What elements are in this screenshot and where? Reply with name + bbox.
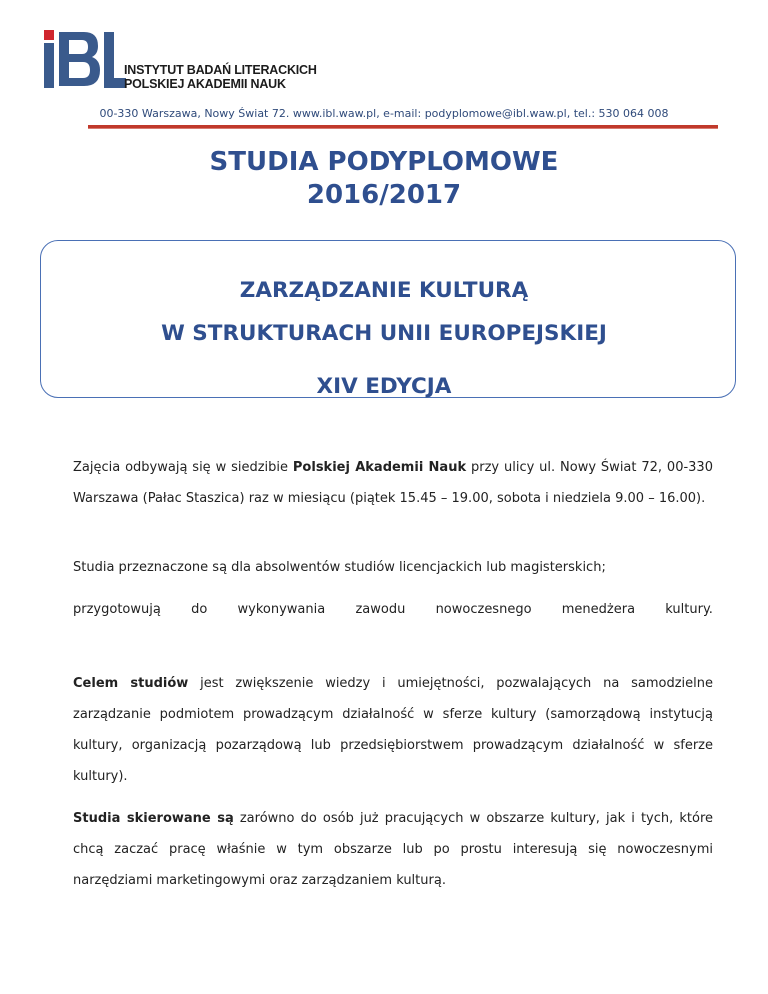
paragraph-goal bbox=[73, 668, 713, 792]
title-line-1: STUDIA PODYPLOMOWE bbox=[209, 147, 559, 177]
p1-bold: Polskiej Akademii Nauk bbox=[292, 460, 467, 475]
paragraph-location bbox=[73, 452, 713, 514]
p3-word: nowoczesnego bbox=[435, 602, 532, 617]
p3-word: przygotowują bbox=[73, 602, 161, 617]
edition-label: XIV EDYCJA bbox=[316, 374, 452, 399]
p3-word: kultury. bbox=[665, 602, 713, 617]
institute-line-2: POLSKIEJ AKADEMII NAUK bbox=[124, 77, 286, 91]
institute-name bbox=[124, 63, 317, 91]
p3-word: menedżera bbox=[561, 602, 636, 617]
paragraph-target bbox=[73, 803, 713, 896]
p3-word: zawodu bbox=[355, 602, 406, 617]
p5-bold: Studia skierowane są bbox=[73, 811, 234, 826]
paragraph-purpose bbox=[73, 594, 713, 625]
ibl-logo bbox=[40, 26, 330, 96]
program-name-line-2: W STRUKTURACH UNII EUROPEJSKIEJ bbox=[161, 321, 607, 346]
institute-line-1: INSTYTUT BADAŃ LITERACKICH bbox=[124, 63, 317, 77]
page-title bbox=[0, 146, 768, 212]
ibl-logo-mark bbox=[40, 26, 130, 96]
p3-word: wykonywania bbox=[237, 602, 326, 617]
paragraph-audience: Studia przeznaczone są dla absolwentów studiów licencjackich lub magisterskich; bbox=[73, 560, 606, 575]
program-name-line-1: ZARZĄDZANIE KULTURĄ bbox=[239, 278, 529, 303]
title-line-2: 2016/2017 bbox=[306, 180, 462, 210]
header-divider bbox=[88, 125, 718, 129]
contact-line: 00-330 Warszawa, Nowy Świat 72. www.ibl.waw.pl, e-mail: podyplomowe@ibl.waw.pl, tel.: 530 064 008 bbox=[99, 107, 669, 120]
p1-pre: Zajęcia odbywają się w siedzibie bbox=[73, 460, 293, 475]
p1-post: przy ulicy ul. Nowy Świat 72, 00-330 Warszawa (Pałac Staszica) raz w miesiącu (piątek 15.45 – 19.00, sobota i niedziela 9.00 – 16.00). bbox=[73, 460, 713, 506]
p4-bold: Celem studiów bbox=[73, 676, 189, 691]
p3-word: do bbox=[191, 602, 208, 617]
p4-rest: jest zwiększenie wiedzy i umiejętności, pozwalających na samodzielne zarządzanie podmiotem prowadzącym działalność w sferze kultury (samorządową instytucją kultury, organizacją pozarządową lub przedsiębiorstwem prowadzącym działalność w sferze kultury). bbox=[73, 676, 713, 784]
p5-rest: zarówno do osób już pracujących w obszarze kultury, jak i tych, które chcą zaczać pracę właśnie w tym obszarze lub po prostu interesują się nowoczesnymi narzędziami marketingowymi oraz zarządzaniem kulturą. bbox=[73, 811, 713, 888]
